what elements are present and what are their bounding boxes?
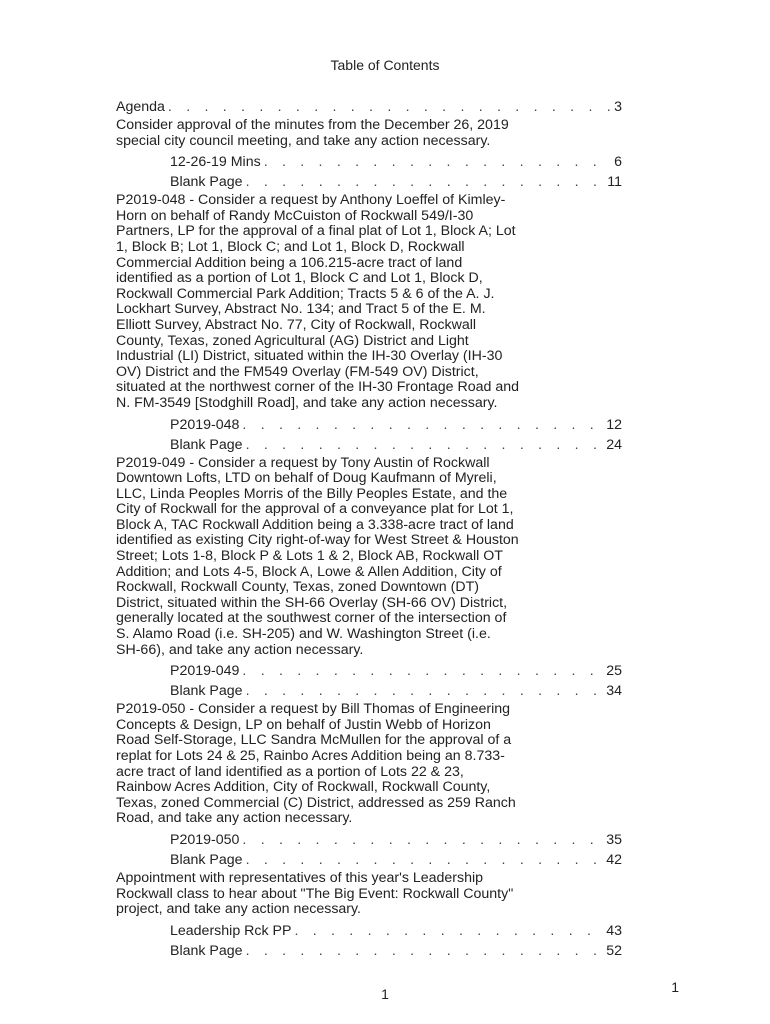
description-line: County, Texas, zoned Agricultural (AG) District and Light bbox=[116, 332, 469, 349]
description-line: identified as existing City right-of-way for West Street & Houston bbox=[116, 532, 519, 549]
description-line: LLC, Linda Peoples Morris of the Billy Peoples Estate, and the bbox=[116, 485, 508, 502]
description-line: Lockhart Survey, Abstract No. 134; and Tract 5 of the E. M. bbox=[116, 301, 486, 318]
agenda-item-description bbox=[116, 702, 556, 827]
toc-entry-label[interactable]: P2019-048 bbox=[170, 416, 240, 433]
description-line: P2019-048 - Consider a request by Anthony Loeffel of Kimley- bbox=[116, 192, 506, 209]
description-line: Consider approval of the minutes from the December 26, 2019 bbox=[116, 117, 509, 133]
page-title: Table of Contents bbox=[330, 57, 440, 73]
description-line: Industrial (LI) District, situated within the IH-30 Overlay (IH-30 bbox=[116, 348, 503, 365]
toc-entry[interactable] bbox=[116, 681, 622, 701]
toc-entry[interactable] bbox=[116, 941, 622, 961]
description-line: Rockwall class to hear about "The Big Event: Rockwall County" bbox=[116, 885, 514, 902]
toc-entry-label[interactable]: P2019-049 bbox=[170, 663, 240, 680]
description-line: P2019-050 - Consider a request by Bill Thomas of Engineering bbox=[116, 701, 511, 718]
description-line: District, situated within the SH-66 Overlay (SH-66 OV) District, bbox=[116, 594, 508, 611]
toc-entry-page-number[interactable]: 24 bbox=[606, 436, 622, 453]
dot-leader bbox=[246, 941, 605, 961]
description-line: S. Alamo Road (i.e. SH-205) and W. Washington Street (i.e. bbox=[116, 626, 491, 643]
description-line: Elliott Survey, Abstract No. 77, City of Rockwall, Rockwall bbox=[116, 316, 477, 333]
toc-entry-page-number[interactable]: 25 bbox=[606, 663, 622, 680]
toc-entry[interactable] bbox=[116, 661, 622, 681]
description-line: identified as a portion of Lot 1, Block C and Lot 1, Block D, bbox=[116, 270, 483, 287]
description-line: Partners, LP for the approval of a final plat of Lot 1, Block A; Lot bbox=[116, 223, 516, 240]
dot-leader bbox=[242, 415, 604, 435]
description-line: replat for Lots 24 & 25, Rainbo Acres Addition being an 8.733- bbox=[116, 748, 505, 764]
toc-entry[interactable] bbox=[116, 921, 622, 941]
description-line: Concepts & Design, LP on behalf of Justin Webb of Horizon bbox=[116, 716, 491, 733]
agenda-item-description bbox=[116, 193, 556, 411]
agenda-item-description bbox=[116, 456, 556, 659]
toc-entry[interactable] bbox=[116, 435, 622, 455]
toc-entry-page-number[interactable]: 11 bbox=[607, 174, 622, 191]
dot-leader bbox=[242, 830, 604, 850]
toc-entry-page-number[interactable]: 12 bbox=[606, 416, 622, 433]
description-line: 1, Block B; Lot 1, Block C; and Lot 1, Block D, Rockwall bbox=[116, 238, 465, 255]
description-line: situated at the northwest corner of the IH-30 Frontage Road and bbox=[116, 379, 520, 396]
description-line: Road Self-Storage, LLC Sandra McMullen for the approval of a bbox=[116, 732, 512, 749]
toc-entry-page-number[interactable]: 43 bbox=[606, 922, 622, 939]
dot-leader bbox=[246, 850, 605, 870]
description-line: Road, and take any action necessary. bbox=[116, 810, 353, 827]
toc-entry-label[interactable]: Blank Page bbox=[170, 174, 243, 191]
toc-entry[interactable] bbox=[116, 415, 622, 435]
toc-entry-label[interactable]: 12-26-19 Mins bbox=[170, 154, 261, 171]
dot-leader bbox=[264, 152, 612, 172]
description-line: generally located at the southwest corner of the intersection of bbox=[116, 610, 507, 627]
toc-entry[interactable] bbox=[116, 830, 622, 850]
toc-entry[interactable] bbox=[116, 152, 622, 172]
description-line: Rainbow Acres Addition, City of Rockwall, Rockwall County, bbox=[116, 779, 491, 796]
toc-entry-label[interactable]: Leadership Rck PP bbox=[170, 922, 292, 939]
dot-leader bbox=[246, 681, 605, 701]
description-line: City of Rockwall for the approval of a conveyance plat for Lot 1, bbox=[116, 501, 514, 518]
description-line: Block A, TAC Rockwall Addition being a 3.338-acre tract of land bbox=[116, 516, 514, 533]
description-line: P2019-049 - Consider a request by Tony Austin of Rockwall bbox=[116, 454, 490, 471]
description-line: SH-66), and take any action necessary. bbox=[116, 641, 364, 658]
toc-entry[interactable] bbox=[116, 97, 622, 117]
dot-leader bbox=[294, 921, 604, 941]
agenda-item-description bbox=[116, 118, 556, 149]
description-line: Appointment with representatives of this year's Leadership bbox=[116, 869, 484, 886]
toc-entry-label[interactable]: Blank Page bbox=[170, 942, 243, 959]
description-line: Street; Lots 1-8, Block P & Lots 1 & 2, Block AB, Rockwall OT bbox=[116, 548, 503, 565]
description-line: Commercial Addition being a 106.215-acre tract of land bbox=[116, 254, 463, 271]
description-line: project, and take any action necessary. bbox=[116, 901, 362, 918]
description-line: Horn on behalf of Randy McCuiston of Rockwall 549/I-30 bbox=[116, 207, 474, 224]
description-line: OV) District and the FM549 Overlay (FM-549 OV) District, bbox=[116, 363, 479, 380]
dot-leader bbox=[242, 661, 604, 681]
toc-entry-page-number[interactable]: 35 bbox=[606, 831, 622, 848]
toc-entry-page-number[interactable]: 42 bbox=[606, 851, 622, 868]
dot-leader bbox=[246, 435, 605, 455]
description-line: Rockwall Commercial Park Addition; Tracts 5 & 6 of the A. J. bbox=[116, 285, 495, 302]
toc-entry-label[interactable]: Blank Page bbox=[170, 436, 243, 453]
description-line: acre tract of land identified as a portion of Lots 22 & 23, bbox=[116, 763, 464, 780]
toc-entry-label[interactable]: P2019-050 bbox=[170, 831, 240, 848]
dot-leader bbox=[246, 172, 606, 192]
table-of-contents bbox=[116, 97, 622, 961]
toc-entry-page-number[interactable]: 34 bbox=[606, 683, 622, 700]
page-number-corner: 1 bbox=[671, 979, 679, 995]
dot-leader bbox=[168, 97, 612, 117]
toc-entry-label[interactable]: Blank Page bbox=[170, 683, 243, 700]
description-line: special city council meeting, and take any action necessary. bbox=[116, 132, 491, 149]
description-line: N. FM-3549 [Stodghill Road], and take any action necessary. bbox=[116, 394, 498, 411]
toc-entry-page-number[interactable]: 6 bbox=[614, 154, 622, 171]
description-line: Addition; and Lots 4-5, Block A, Lowe & Allen Addition, City of bbox=[116, 563, 502, 580]
description-line: Rockwall, Rockwall County, Texas, zoned Downtown (DT) bbox=[116, 579, 479, 596]
toc-entry[interactable] bbox=[116, 850, 622, 870]
description-line: Texas, zoned Commercial (C) District, addressed as 259 Ranch bbox=[116, 794, 516, 811]
page-number: 1 bbox=[381, 986, 389, 1002]
toc-entry-page-number[interactable]: 52 bbox=[606, 942, 622, 959]
agenda-item-description bbox=[116, 871, 556, 918]
toc-entry-page-number[interactable]: 3 bbox=[614, 99, 622, 115]
toc-entry-label[interactable]: Agenda bbox=[116, 99, 165, 115]
description-line: Downtown Lofts, LTD on behalf of Doug Kaufmann of Myreli, bbox=[116, 470, 497, 487]
toc-entry[interactable] bbox=[116, 172, 622, 192]
toc-entry-label[interactable]: Blank Page bbox=[170, 851, 243, 868]
